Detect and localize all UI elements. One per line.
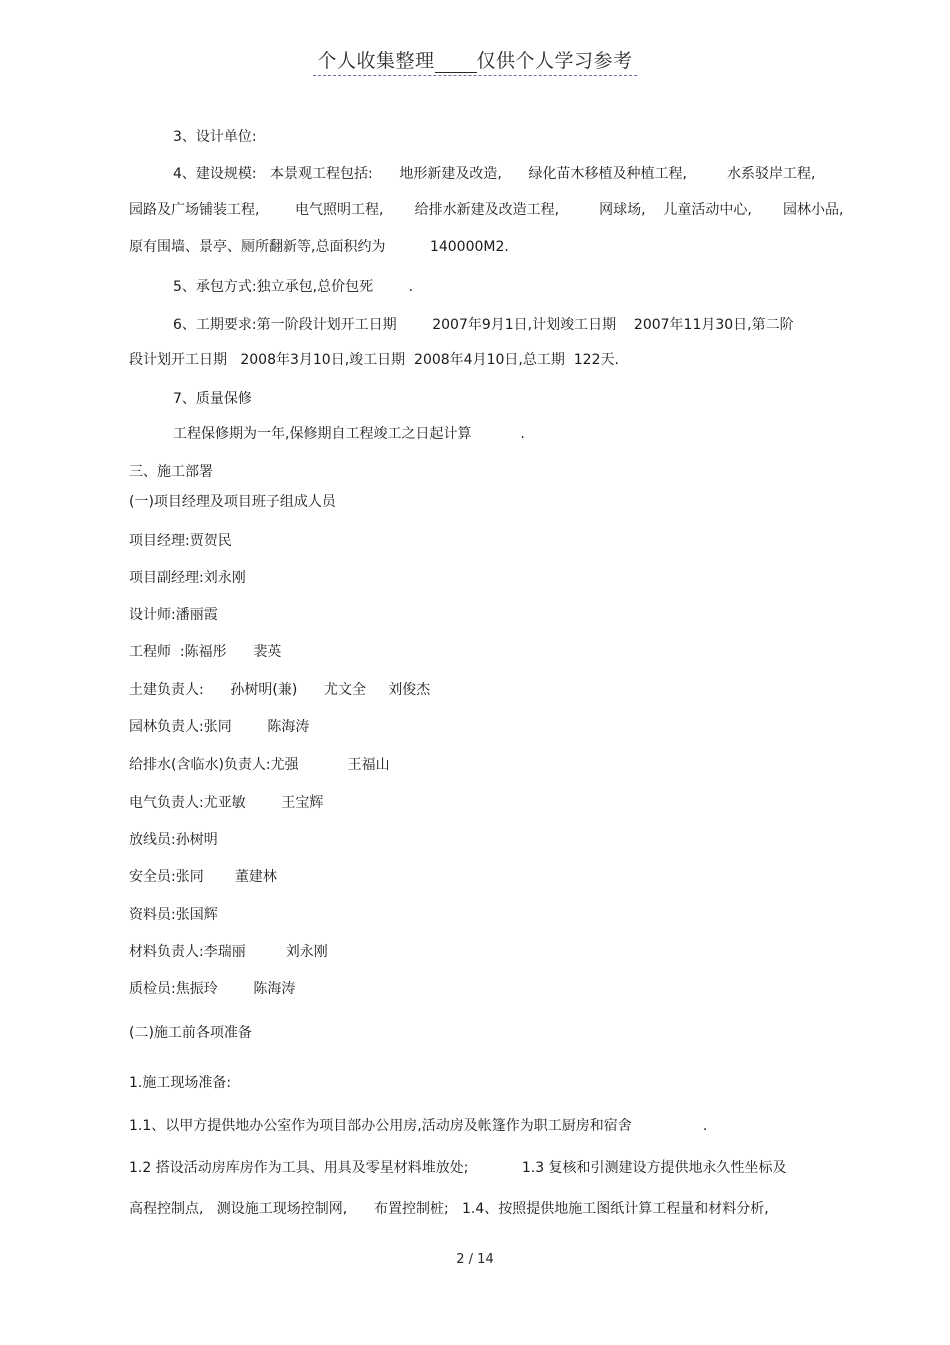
section-heading-deployment: 三、施工部署 bbox=[129, 464, 213, 480]
page-number: 2 / 14 bbox=[456, 1252, 494, 1267]
header-left: 个人收集整理 bbox=[317, 50, 435, 72]
item-design-unit: 3、设计单位: bbox=[173, 129, 257, 145]
page-header bbox=[0, 46, 950, 76]
item-warranty-title: 7、质量保修 bbox=[173, 391, 252, 407]
header-right: 仅供个人学习参考 bbox=[476, 50, 633, 72]
prep-site-item-1-3: 高程控制点, 测设施工现场控制网, 布置控制桩; 1.4、按照提供地施工图纸计算工程量和材料分析, bbox=[129, 1201, 769, 1217]
team-materials-lead: 材料负责人:李瑞丽 刘永刚 bbox=[129, 944, 328, 960]
prep-site-title: 1.施工现场准备: bbox=[129, 1075, 232, 1091]
item-schedule-line2: 段计划开工日期 2008年3月10日,竣工日期 2008年4月10日,总工期 122天. bbox=[129, 352, 619, 368]
header-text bbox=[313, 46, 636, 76]
item-scale-line2: 园路及广场铺装工程, 电气照明工程, 给排水新建及改造工程, 网球场, 儿童活动中心, 园林小品, bbox=[129, 202, 844, 218]
team-designer: 设计师:潘丽霞 bbox=[129, 607, 218, 623]
team-engineer: 工程师 :陈福彤 裴英 bbox=[129, 644, 282, 660]
team-project-manager: 项目经理:贾贺民 bbox=[129, 533, 232, 549]
team-surveyor: 放线员:孙树明 bbox=[129, 832, 218, 848]
team-civil-lead: 土建负责人: 孙树明(兼) 尤文全 刘俊杰 bbox=[129, 682, 431, 698]
item-scale-line1: 4、建设规模: 本景观工程包括: 地形新建及改造, 绿化苗木移植及种植工程, 水系驳岸工程, bbox=[173, 166, 816, 182]
team-deputy-manager: 项目副经理:刘永刚 bbox=[129, 570, 246, 586]
item-contract-mode: 5、承包方式:独立承包,总价包死 . bbox=[173, 279, 414, 295]
subsection-heading-team: (一)项目经理及项目班子组成人员 bbox=[129, 494, 336, 510]
prep-site-item-1-2: 1.2 搭设活动房库房作为工具、用具及零星材料堆放处; 1.3 复核和引测建设方提供地永久性坐标及 bbox=[129, 1160, 787, 1176]
team-safety-officer: 安全员:张同 董建林 bbox=[129, 869, 277, 885]
prep-site-item-1-1: 1.1、以甲方提供地办公室作为项目部办公用房,活动房及帐篷作为职工厨房和宿舍 . bbox=[129, 1118, 708, 1134]
item-warranty-text: 工程保修期为一年,保修期自工程竣工之日起计算 . bbox=[173, 426, 525, 442]
item-scale-line3: 原有围墙、景亭、厕所翻新等,总面积约为 140000M2. bbox=[129, 239, 509, 255]
team-quality-inspector: 质检员:焦振玲 陈海涛 bbox=[129, 981, 296, 997]
item-schedule-line1: 6、工期要求:第一阶段计划开工日期 2007年9月1日,计划竣工日期 2007年11月30日,第二阶 bbox=[173, 317, 794, 333]
subsection-heading-preparation: (二)施工前各项准备 bbox=[129, 1025, 252, 1041]
team-document-officer: 资料员:张国辉 bbox=[129, 907, 218, 923]
header-separator bbox=[435, 50, 477, 73]
team-landscape-lead: 园林负责人:张同 陈海涛 bbox=[129, 719, 310, 735]
team-plumbing-lead: 给排水(含临水)负责人:尤强 王福山 bbox=[129, 757, 390, 773]
team-electrical-lead: 电气负责人:尤亚敏 王宝辉 bbox=[129, 795, 324, 811]
